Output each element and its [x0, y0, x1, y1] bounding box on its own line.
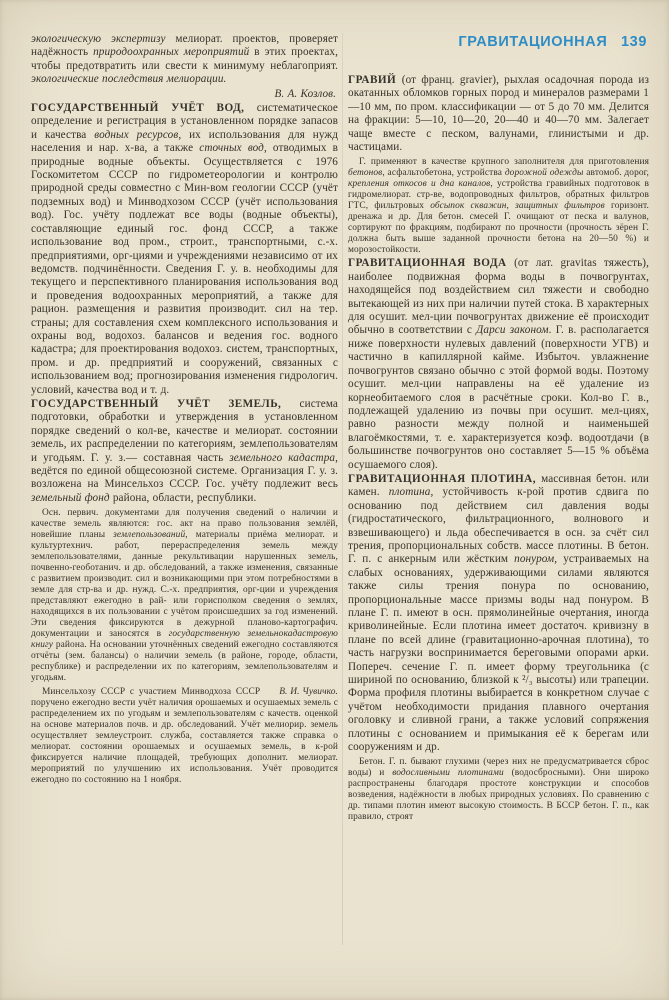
- text-run: бетонов: [348, 168, 383, 179]
- text-run: землепользований: [113, 530, 186, 541]
- article-paragraph: [31, 102, 338, 397]
- text-run: , асфальтобетона, устройства: [382, 168, 505, 179]
- article-paragraph: [31, 33, 338, 87]
- text-run: Осн. первич. документами для получения сведений о наличии и качестве земель являются: гос. акт на право пользования землёй, новейшие планы: [31, 508, 338, 541]
- entry-headword: ГОСУДАРСТВЕННЫЙ УЧЁТ ВОД,: [31, 102, 257, 115]
- running-header: [348, 34, 647, 50]
- text-run: , материалы приёма мелиорат. и культуртехнич. работ, перераспределения земель между землепользователями, данные рекультивации нарушенных земель, почвенно-геоботанич. и др. обследований, а также изменения, связанные с развитием производит. сил и возникающими при этом потребностями в земле для стр-ва и др. нужд. С.-х. предприятия, орг-ции и учреждения представляют ежегодно в рай- или горисполком сведения о землях, находящихся в их пользовании с учётом происшедших за год изменений. Эти сведения фиксируются в дежурной планово-картографич. документации и заносятся в: [31, 530, 338, 640]
- small-print-paragraph: [31, 687, 338, 786]
- running-header-keyword: ГРАВИТАЦИОННАЯ: [458, 34, 608, 50]
- text-run: Г. применяют в качестве крупного заполнителя для приготовления: [359, 157, 649, 168]
- article-paragraph: [348, 257, 649, 472]
- author-name: В. И. Чувичко.: [279, 687, 338, 698]
- left-column: [31, 33, 338, 945]
- text-run: экологические последствия мелиорации.: [31, 73, 227, 86]
- text-run: Бетон. Г. п. бывают глухими (через них не предусматривается сброс воды) и: [348, 757, 649, 779]
- text-run: (от лат. gravitas тяжесть), наиболее подвижная форма воды в почвогрунтах, находящейся под воздействием сил тяжести и свободно вытекающей из них при наличии путей стока. В характерных для осушит. мел-ции почвогрунтах движение её происходит обычно в соответствии с: [348, 257, 649, 337]
- author-line: В. А. Козлов.: [274, 87, 336, 100]
- right-column-text: [348, 74, 649, 823]
- text-run: района, области, республики.: [109, 491, 257, 504]
- text-run: района. На основании уточнённых сведений ежегодно составляются отчёты (зем. балансы) о наличии земель (в районе, городе, области, республике) и распределении их по категориям, землепользователям и угодьям.: [31, 640, 338, 684]
- text-run: система подготовки, обработки и утверждения в установленном порядке сведений о кол-ве, качестве и мелиорат. состоянии земель, их распределении по категориям, землепользователям и угодьям. Г. у. з.— составная часть: [31, 397, 338, 464]
- entry-headword: ГРАВИЙ: [348, 74, 402, 86]
- text-run: защитных фильтров: [515, 201, 605, 212]
- text-run: систематическое определение и регистрация в установленном порядке запасов и качества: [31, 102, 338, 141]
- small-print-paragraph: [348, 157, 649, 256]
- text-run: (от франц. gravier), рыхлая осадочная порода из окатанных обломков горных пород и минералов размерами 1—10 мм, по пром. классификации — от 5 до 70 мм. Делится на фракции: 5—10, 10—20, 20—40 и 40—70 мм. Залегает чаще вместе с песком, валунами, глинистыми и др. частицами.: [348, 74, 649, 154]
- text-run: дорожной одежды: [504, 168, 584, 179]
- text-run: крепления откосов и дна каналов: [348, 179, 491, 190]
- article-paragraph: [31, 398, 338, 505]
- small-print-paragraph: [31, 508, 338, 684]
- text-run: , устойчивость к-рой против сдвига по основанию под действием сил давления воды (гидростатического, фильтрационного, волнового и взвешивающего) и льда обеспечивается в осн. за счёт сил трения, пропорциональных собств. массе плотины. В бетон. Г. п. с анкерным или жёстким: [348, 486, 649, 566]
- text-run: , отводимых в природные водные объекты. Осуществляется с 1976 Госкомитетом СССР по гидрометеорологии и контролю природной среды совместно с Мин-вом геологии СССР (учёт подземных вод) и Минводхозом СССР (учёт использования вод). Гос. учёту подлежат все воды (водные объекты), составляющие единый гос. фонд СССР, а также использование вод пром., строит., транспортными, с.-х. предприятиями, орг-циями и учреждениями независимо от их ведомств. подчинённости. Сведения Г. у. в. необходимы для текущего и перспективного планирования использования вод и проведения водоохранных мероприятий, а также для рацион. размещения и развития производит. сил на тер. страны; для составления схем комплексного использования и охраны вод, водохоз. балансов и ведения гос. водного кадастра; для проектирования водохоз. систем, транспортных, пром. и др. предприятий и сооружений, связанных с использованием вод; прогнозирования изменения гидрологич. условий, качества вод и т. д.: [31, 142, 338, 396]
- column-divider: [342, 33, 343, 945]
- text-run: понуром: [514, 553, 555, 566]
- text-run: горизонт. дренажа и др. Для бетон. смесей Г. очищают от песка и валунов, сортируют по фракциям, подбирают по прочности (прочность зёрен Г. должна быть выше заданной прочности бетона на 20—50 %) и морозостойкости.: [348, 201, 649, 256]
- article-paragraph: [348, 74, 649, 154]
- entry-headword: ГОСУДАРСТВЕННЫЙ УЧЁТ ЗЕМЕЛЬ,: [31, 397, 300, 410]
- text-run: . Г. в. располагается ниже поверхности нулевых давлений (поверхности УГВ) и частично в капиллярной кайме. Избыточ. увлажнение почвогрунтов связано обычно с этой формой воды. Поэтому осушит. мел-ции направлены на её удаление из корнеобитаемого слоя в расчётные сроки. Кол-во Г. в., подлежащей удалению из почвы при осушит. мел-циях, равно разности между полной и наименьшей влагоёмкостями, т. е. характеризуется коэф. водоотдачи (в большинстве почвогрунтов оно составляет 5—15 % объёма осушаемого слоя).: [348, 324, 650, 471]
- text-run: Дарси законом: [476, 324, 549, 337]
- text-run: сточных вод: [199, 142, 264, 155]
- text-run: , устраиваемых на слабых основаниях, удерживающими силами являются также силы трения понура по основанию, пропорциональные массе призмы воды над понуром. В плане Г. п. имеют в осн. прямолинейные очертания, иногда криволинейные. Если плотина имеет достаточ. кривизну в плане по всей длине (гравитационно-арочная плотина), то часть нагрузки воспринимается береговыми опорами арки. Попереч. сечение Г. п. имеет форму треугольника (с шириной по основанию, близкой к ²/₃ высоты) или трапеции. Форма профиля плотины выбирается в конкретном случае с учётом необходимости придания плавного очертания оголовку и сливной грани, а также условий сопряжения плотины с основанием и примыкания её к берегам или сооружениям и др.: [348, 553, 650, 754]
- text-run: земельный фонд: [31, 491, 110, 504]
- text-run: экологическую экспертизу: [31, 33, 166, 45]
- text-run: государственную земельнокадастровую книгу: [31, 629, 338, 651]
- text-run: автомоб. дорог,: [583, 168, 649, 179]
- text-run: , ведётся по единой общесоюзной системе. Организация Г. у. з. возложена на Минсельхоз СССР. Гос. учёту подлежит весь: [31, 451, 338, 491]
- text-run: , устройства гравийных подготовок в гидромелиорат. стр-ве, водопроводных фильтров, обратных фильтров ГТС, фильтровых: [348, 179, 649, 212]
- text-run: , их использования для нужд населения и нар. х-ва, а также: [31, 128, 339, 155]
- text-run: массивная бетон. или камен.: [348, 472, 649, 499]
- entry-headword: ГРАВИТАЦИОННАЯ ВОДА: [348, 257, 515, 270]
- text-run: ,: [506, 201, 516, 212]
- article-paragraph: [348, 473, 649, 755]
- small-print-paragraph: [348, 757, 649, 823]
- text-run: плотина: [388, 486, 431, 499]
- text-run: природоохранных мероприятий: [93, 46, 250, 59]
- page-number: 139: [621, 34, 647, 50]
- entry-headword: ГРАВИТАЦИОННАЯ ПЛОТИНА,: [348, 472, 542, 485]
- text-run: (водосбросными). Они широко распространены благодаря простоте конструкции и способов возведения, надёжности в любых природных условиях. По сравнению с др. типами плотин имеют высокую стоимость. В БССР бетон. Г. п., как правило, строят: [348, 768, 649, 823]
- text-run: водных ресурсов: [94, 128, 179, 141]
- text-run: обсыпок скважин: [430, 201, 507, 212]
- text-run: земельного кадастра: [229, 451, 336, 464]
- text-run: в этих проектах, чтобы предотвратить или свести к минимуму неблагоприят.: [31, 46, 339, 72]
- text-run: Минсельхозу СССР с участием Минводхоза СССР поручено ежегодно вести учёт наличия орошаемых и осушаемых земель с распределением их по угодьям и землепользователям с качеств. оценкой на основе материалов почв. и др. обследований. Учёт мелиорир. земель осуществляет землеустроит. служба, составляется также справка о мелиорат. состоянии орошаемых и осушаемых земель, в к-рой фиксируется наличие площадей, требующих дополнит. мелиорат. мероприятий по улучшению их использования. Учёт проводится ежегодно по состоянию на 1 ноября.: [31, 687, 338, 786]
- text-run: мелиорат. проектов, проверяет надёжность: [31, 33, 338, 59]
- text-run: водосливными плотинами: [392, 768, 504, 779]
- right-column: [348, 33, 649, 945]
